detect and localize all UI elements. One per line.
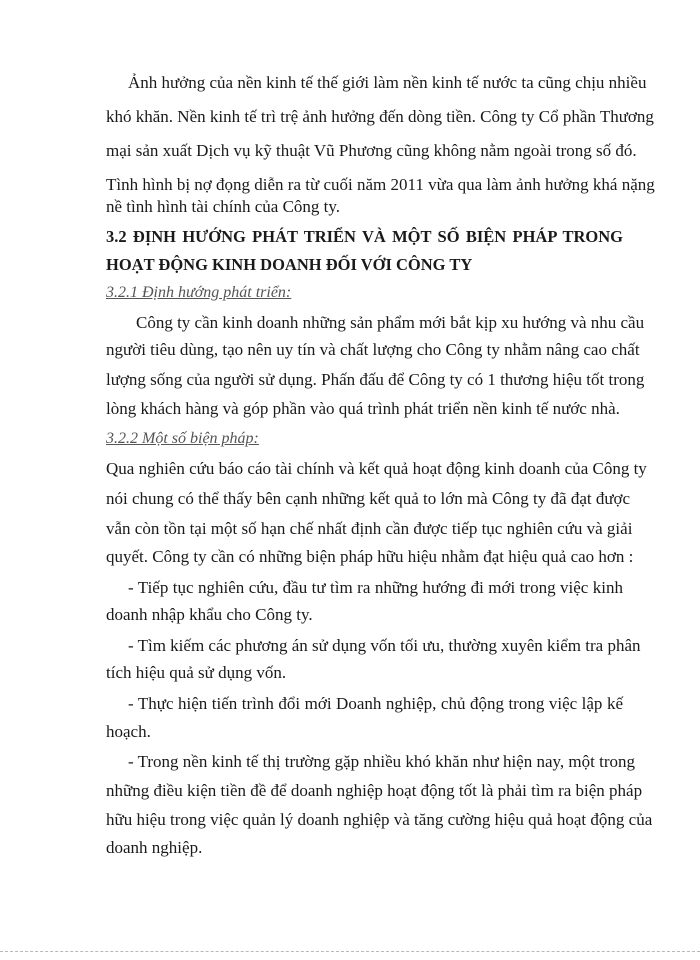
paragraph-3-line: Qua nghiên cứu báo cáo tài chính và kết quả hoạt động kinh doanh của Công ty (106, 459, 647, 478)
paragraph-1-line: khó khăn. Nền kinh tế trì trệ ảnh hưởng đến dòng tiền. Công ty Cổ phần Thương (106, 107, 654, 126)
bullet-item-line: - Thực hiện tiến trình đổi mới Doanh nghiệp, chủ động trong việc lập kế (128, 694, 623, 713)
subsection-title: 3.2.2 Một số biện pháp: (106, 430, 259, 447)
bullet-item-line: - Trong nền kinh tế thị trường gặp nhiều khó khăn như hiện nay, một trong (128, 752, 635, 771)
bullet-item-line: - Tiếp tục nghiên cứu, đầu tư tìm ra những hướng đi mới trong việc kinh (128, 578, 623, 597)
bullet-item-line: tích hiệu quả sử dụng vốn. (106, 663, 287, 682)
subsection-title: 3.2.1 Định hướng phát triển: (106, 284, 292, 301)
bullet-item-line: - Tìm kiếm các phương án sử dụng vốn tối ưu, thường xuyên kiểm tra phân (128, 636, 641, 655)
paragraph-3-line: vẫn còn tồn tại một số hạn chế nhất định cần được tiếp tục nghiên cứu và giải (106, 519, 633, 538)
paragraph-1-line: Tình hình bị nợ đọng diễn ra từ cuối năm 2011 vừa qua làm ảnh hưởng khá nặng (106, 175, 655, 194)
paragraph-2-line: lượng sống của người sử dụng. Phấn đấu để Công ty có 1 thương hiệu tốt trong (106, 370, 645, 389)
section-heading: 3.2 ĐỊNH HƯỚNG PHÁT TRIỂN VÀ MỘT SỐ BIỆN PHÁP TRONG (106, 227, 623, 246)
paragraph-1-line: nề tình hình tài chính của Công ty. (106, 197, 341, 216)
paragraph-2-line: Công ty cần kinh doanh những sản phẩm mới bắt kịp xu hướng và nhu cầu (136, 313, 645, 332)
bullet-item-line: những điều kiện tiền đề để doanh nghiệp hoạt động tốt là phải tìm ra biện pháp (106, 781, 643, 800)
bullet-item-line: hữu hiệu trong việc quản lý doanh nghiệp và tăng cường hiệu quả hoạt động của (106, 810, 653, 829)
paragraph-2-line: người tiêu dùng, tạo nên uy tín và chất lượng cho Công ty nhằm nâng cao chất (106, 340, 640, 359)
paragraph-3-line: nói chung có thể thấy bên cạnh những kết quả to lớn mà Công ty đã đạt được (106, 489, 631, 508)
paragraph-3-line: quyết. Công ty cần có những biện pháp hữu hiệu nhằm đạt hiệu quả cao hơn : (106, 547, 634, 566)
bullet-item-line: doanh nhập khẩu cho Công ty. (106, 605, 313, 624)
page-bottom-divider (0, 951, 700, 952)
paragraph-1-line: mại sản xuất Dịch vụ kỹ thuật Vũ Phương cũng không nằm ngoài trong số đó. (106, 141, 637, 160)
bullet-item-line: hoạch. (106, 722, 151, 741)
paragraph-2-line: lòng khách hàng và góp phần vào quá trình phát triển nền kinh tế nước nhà. (106, 399, 620, 418)
section-heading: HOẠT ĐỘNG KINH DOANH ĐỐI VỚI CÔNG TY (106, 255, 473, 274)
paragraph-1-line: Ảnh hưởng của nền kinh tế thế giới làm nền kinh tế nước ta cũng chịu nhiều (128, 73, 647, 92)
bullet-item-line: doanh nghiệp. (106, 838, 203, 857)
